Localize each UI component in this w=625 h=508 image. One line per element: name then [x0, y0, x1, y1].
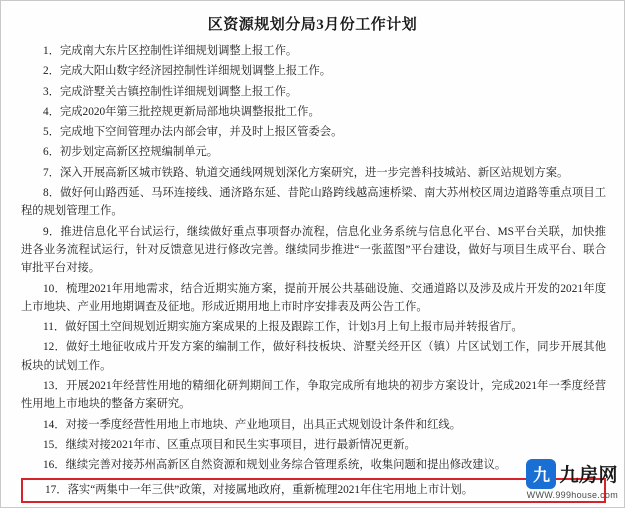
paragraph: 4．完成2020年第三批控规更新局部地块调整报批工作。: [43, 105, 320, 118]
paragraph: 1．完成南大东片区控制性详细规划调整上报工作。: [43, 45, 298, 57]
paragraph: 10．梳理2021年用地需求，结合近期实施方案，提前开展公共基础设施、交通道路以及涉及成片开发的2021年度上市地块、产业用地期调查及征地。形成近期用地上市时序安排表及两公告工作。: [21, 282, 606, 313]
paragraph: 8．做好何山路西延、马环连接线、通济路东延、昔陀山路跨线越高速桥梁、南大苏州校区周边道路等重点项目工程的规划管理工作。: [21, 187, 606, 218]
paragraph: 15．继续对接2021年市、区重点项目和民生实事项目，进行最新情况更新。: [43, 438, 416, 451]
watermark-brand-name: 九房网: [559, 465, 618, 486]
paragraph: 9．推进信息化平台试运行，继续做好重点事项督办流程，信息化业务系统与信息化平台、MS平台关联，加快推进各业务流程试运行，针对反馈意见进行修改完善。继续同步推进“一张蓝图”平台建设，做好与项目生成平台、联合审批平台对接。: [21, 225, 606, 275]
page-title: 区资源规划分局3月份工作计划: [207, 17, 418, 33]
paragraph: 6．初步划定高新区控规编制单元。: [43, 146, 219, 159]
paragraph: 14．对接一季度经营性用地上市地块、产业地项目，出具正式规划设计条件和红线。: [43, 418, 461, 431]
paragraph: 12．做好土地征收成片开发方案的编制工作，做好科技板块、浒墅关经开区（镇）片区试划工作，同步开展其他板块的试划工作。: [21, 341, 606, 372]
house-logo-icon: 九: [526, 459, 556, 489]
paragraph: 11．做好国土空间规划近期实施方案成果的上报及跟踪工作，计划3月上旬上报市局并转报省厅。: [43, 321, 523, 334]
paragraph: 5．完成地下空间管理办法内部会审，并及时上报区管委会。: [43, 126, 343, 139]
paragraph: 3．完成浒墅关古镇控制性详细规划调整上报工作。: [43, 85, 298, 98]
paragraph: 7．深入开展高新区城市铁路、轨道交通线网规划深化方案研究，进一步完善科技城站、新区站规划方案。: [43, 166, 569, 179]
document-body: [1, 42, 624, 503]
paragraph: 2．完成大阳山数字经济园控制性详细规划调整上报工作。: [43, 65, 332, 78]
paragraph: 13．开展2021年经营性用地的精细化研判期间工作，争取完成所有地块的初步方案设计，完成2021年一季度经营性用地上市地块的整备方案研究。: [21, 380, 606, 411]
watermark-url: WWW.999house.com: [526, 489, 618, 500]
highlighted-paragraph: 17．落实“两集中一年三供”政策，对接属地政府，重新梳理2021年住宅用地上市计划。: [21, 478, 606, 503]
paragraph: 16．继续完善对接苏州高新区自然资源和规划业务综合管理系统，收集问题和提出修改建议。: [43, 459, 507, 472]
